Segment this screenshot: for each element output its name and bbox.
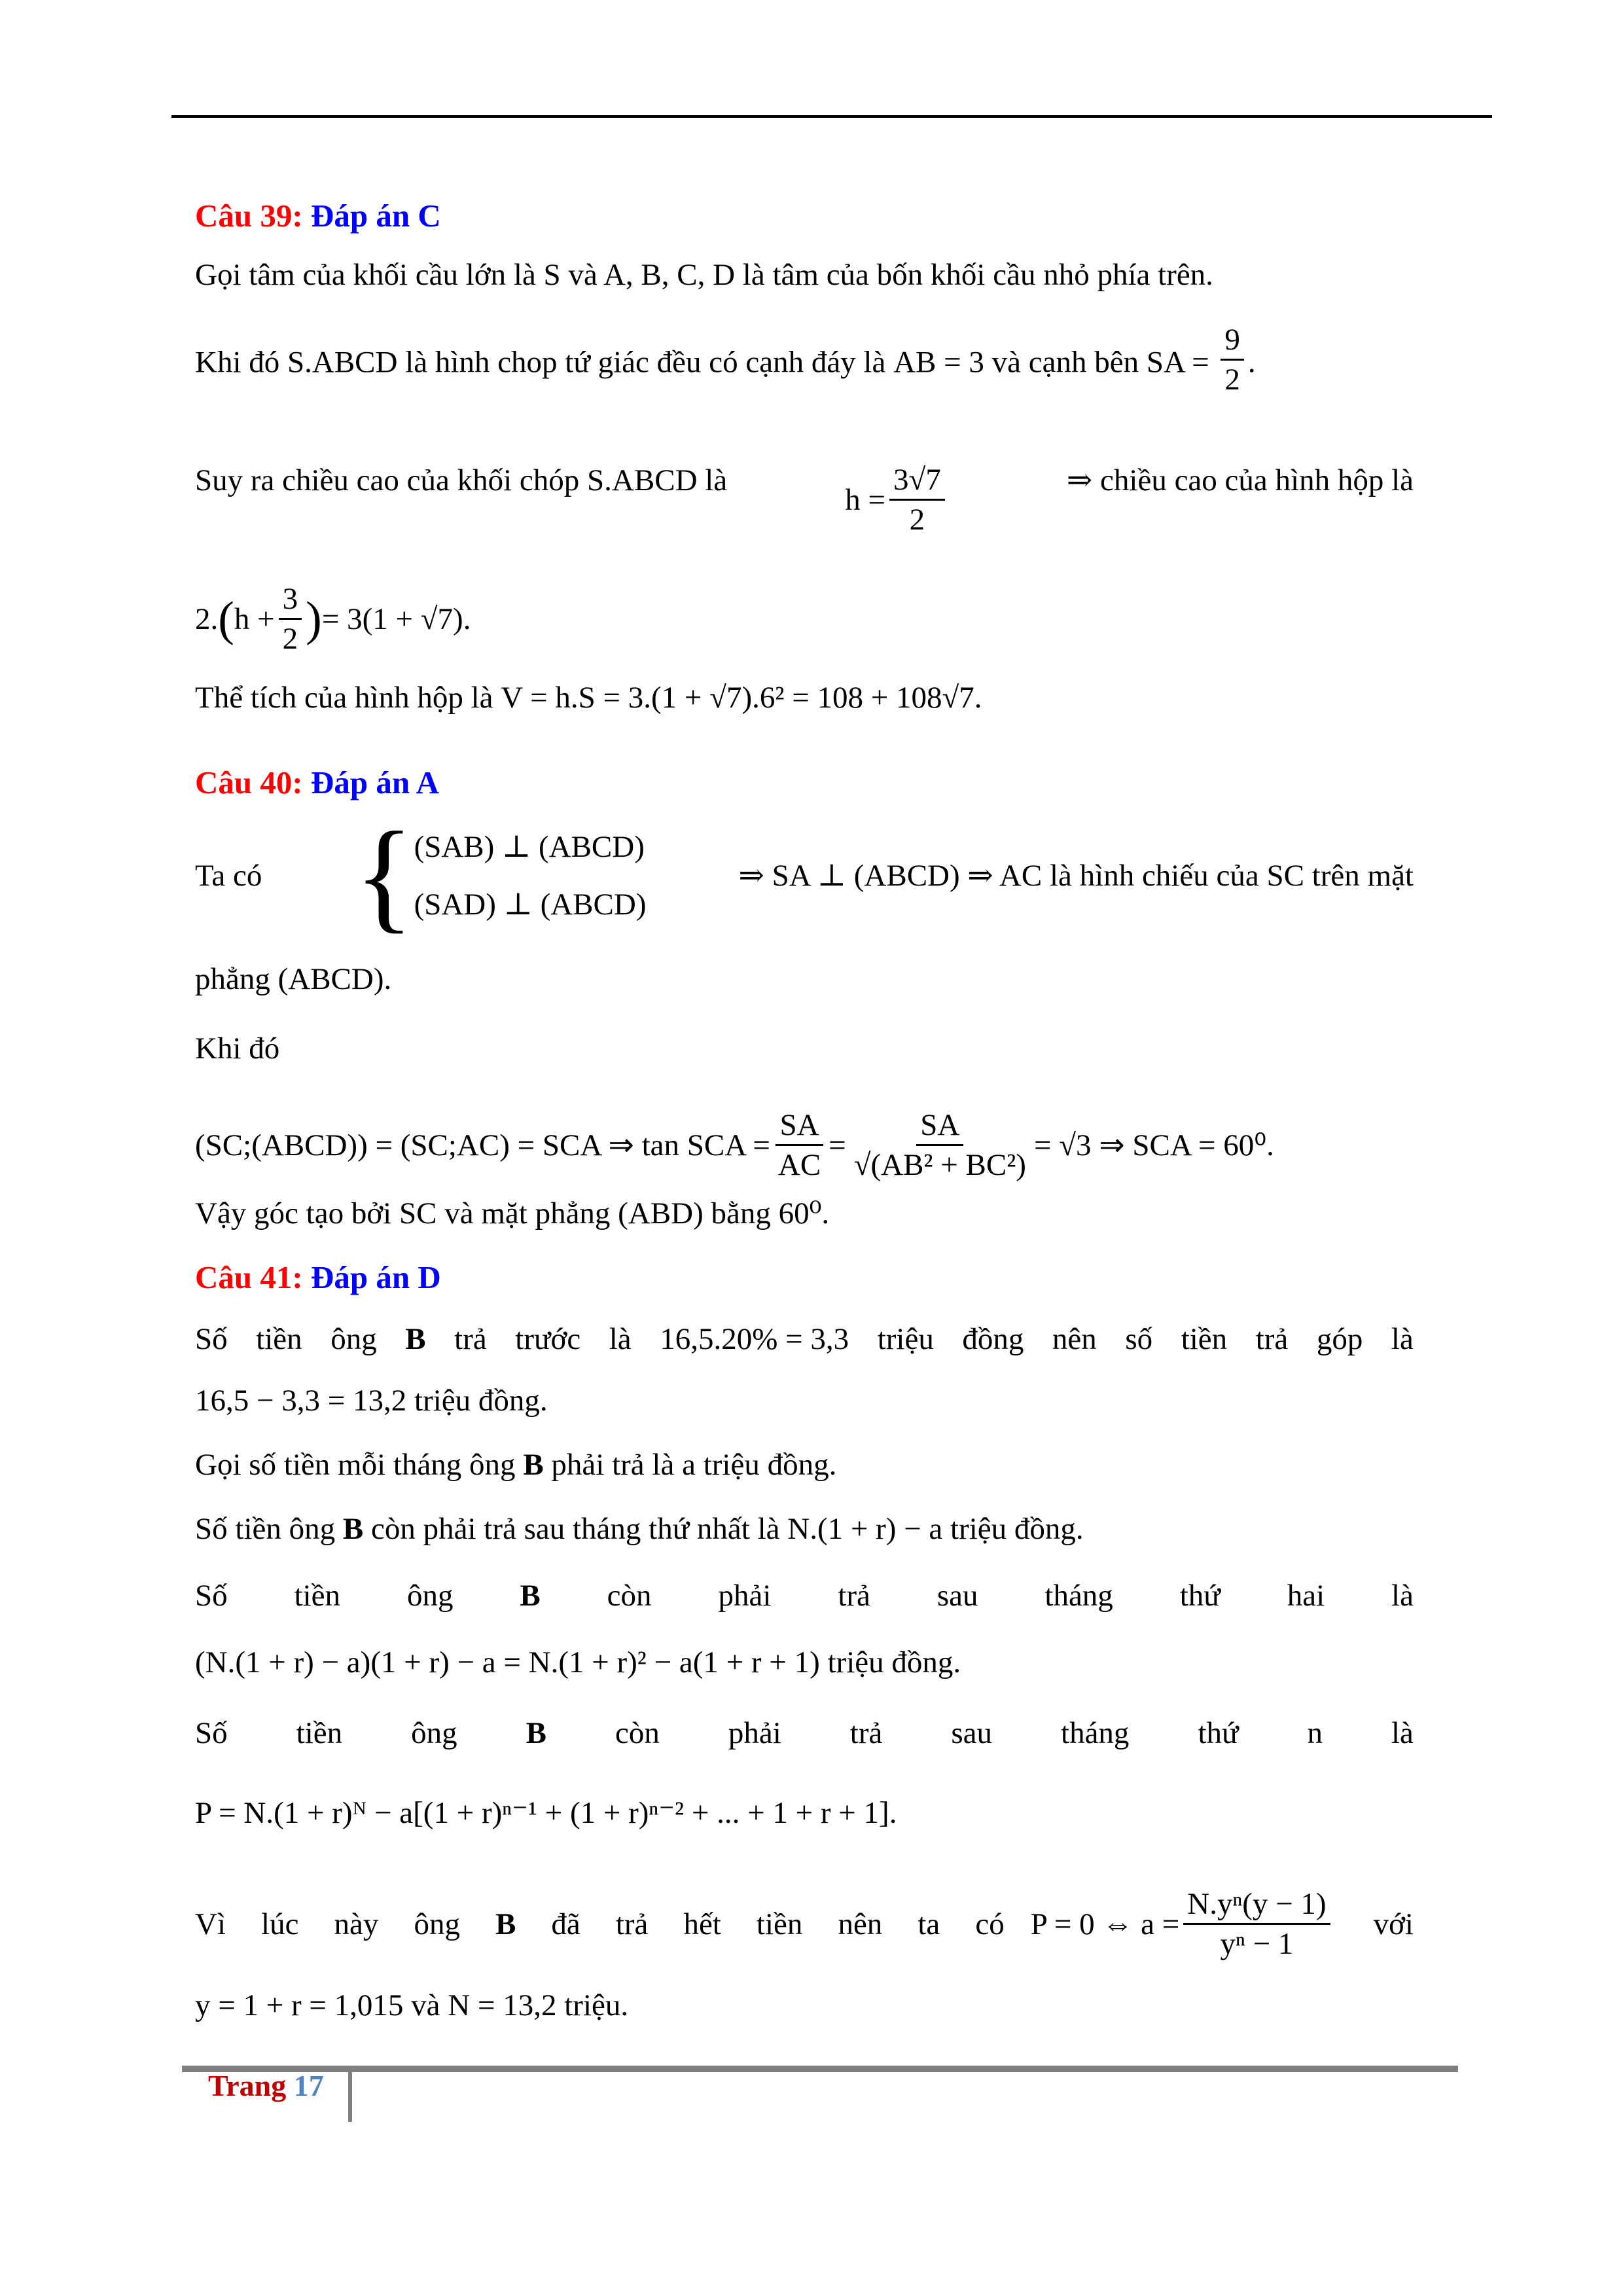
q41-l3b: B	[523, 1448, 544, 1482]
q39-h-plus: h +	[234, 601, 275, 636]
q40-sys1: (SAB) ⊥ (ABCD)	[414, 830, 645, 864]
q41-l9-w: ta	[918, 1907, 940, 1941]
q39-sa: SA =	[1146, 345, 1209, 380]
q41-l7-w: tiền	[296, 1716, 343, 1750]
header-rule	[171, 115, 1492, 118]
q41-a-num: N.yⁿ(y − 1)	[1183, 1885, 1330, 1925]
q41-l1-w: B	[405, 1322, 426, 1356]
q41-l1-w: tiền	[256, 1322, 302, 1356]
q41-l1-w: góp	[1316, 1322, 1363, 1356]
q41-l1-w: là	[1391, 1322, 1414, 1356]
q41-l7-w: B	[526, 1716, 546, 1750]
q41-answer: Đáp án D	[310, 1259, 441, 1295]
q41-l3a: Gọi số tiền mỗi tháng ông	[195, 1448, 516, 1482]
q41-l9-w: có	[975, 1907, 1005, 1941]
q40-frac2-den: √(AB² + BC²)	[853, 1148, 1026, 1182]
q39-h: h =	[845, 482, 886, 517]
q39-h-num: 3√7	[889, 461, 945, 501]
q40-frac2-num: SA	[916, 1106, 963, 1146]
footer-divider	[348, 2072, 352, 2122]
q39-line3-text: Suy ra chiều cao của khối chóp S.ABCD là	[195, 463, 728, 497]
q41-line9	[195, 1885, 1414, 1963]
q39-half-fraction	[279, 580, 302, 658]
q39-ab: AB = 3	[893, 345, 984, 380]
q40-line4	[195, 1106, 1274, 1184]
q41-l7-w: tháng	[1061, 1716, 1130, 1750]
q41-line7	[195, 1713, 1414, 1753]
q41-line2: 16,5 − 3,3 = 13,2 triệu đồng.	[195, 1384, 548, 1418]
q40-frac2	[850, 1106, 1030, 1184]
q41-line1	[195, 1319, 1414, 1359]
q41-l9-w: lúc	[261, 1907, 299, 1941]
q41-l7-w: sau	[951, 1716, 993, 1750]
q41-l5-w: B	[520, 1579, 541, 1613]
page-footer	[208, 2068, 324, 2103]
q41-l4c: còn phải trả sau tháng thứ nhất là N.(1 + r) − a triệu đồng.	[370, 1512, 1084, 1546]
page-label: Trang	[208, 2069, 287, 2102]
q41-l5-w: ông	[406, 1579, 454, 1613]
q39-line5	[195, 678, 982, 717]
q41-l9-tail: với	[1373, 1907, 1414, 1941]
q41-a-formula	[1031, 1885, 1334, 1963]
q39-number: Câu 39:	[195, 198, 303, 234]
q40-frac1	[774, 1106, 825, 1184]
page-number: 17	[293, 2069, 324, 2102]
q40-line5: Vậy góc tạo bởi SC và mặt phẳng (ABD) bằng 60⁰.	[195, 1196, 830, 1230]
q41-line10: y = 1 + r = 1,015 và N = 13,2 triệu.	[195, 1988, 629, 2022]
q41-l1-w: Số	[195, 1322, 228, 1356]
q39-line4	[195, 580, 471, 658]
q40-answer: Đáp án A	[310, 764, 440, 800]
q40-angle-result: = √3 ⇒ SCA = 60⁰.	[1033, 1128, 1274, 1162]
q41-l1-w: trả	[454, 1322, 487, 1356]
q41-l9-w: trả	[615, 1907, 649, 1941]
q41-l7-w: trả	[849, 1716, 883, 1750]
q39-volume: V = h.S = 3.(1 + √7).6² = 108 + 108√7.	[501, 681, 982, 715]
q40-brace: {	[354, 807, 414, 944]
q41-l4a: Số tiền ông	[195, 1512, 336, 1546]
q40-heading	[195, 763, 439, 802]
q40-line1-tail: ⇒ SA ⊥ (ABCD) ⇒ AC là hình chiếu của SC trên mặt	[738, 859, 1414, 893]
q41-l1-w: 16,5.20% = 3,3	[660, 1322, 849, 1356]
q39-sa-num: 9	[1221, 321, 1244, 361]
q41-l9-w: Vì	[195, 1907, 226, 1941]
q41-l5-w: tiền	[294, 1579, 341, 1613]
q41-l1-w: là	[609, 1322, 632, 1356]
q41-l5-w: hai	[1287, 1579, 1325, 1613]
q41-l5-w: sau	[936, 1579, 978, 1613]
q39-h-den: 2	[909, 503, 925, 537]
q41-l5-w: còn	[607, 1579, 652, 1613]
q41-l7-w: n	[1307, 1716, 1323, 1750]
q41-line6: (N.(1 + r) − a)(1 + r) − a = N.(1 + r)² − a(1 + r + 1) triệu đồng.	[195, 1645, 961, 1679]
q41-line4	[195, 1509, 1084, 1549]
q40-line2: phẳng (ABCD).	[195, 962, 392, 996]
footer-rule	[182, 2066, 1458, 2072]
q41-l5-w: thứ	[1179, 1579, 1221, 1613]
q39-sa-fraction	[1221, 321, 1244, 399]
q41-l4b: B	[342, 1512, 364, 1546]
q41-l9-w: đã	[551, 1907, 580, 1941]
q41-l7-w: phải	[728, 1716, 781, 1750]
q39-line5-text: Thể tích của hình hộp là	[195, 681, 493, 715]
q39-heading	[195, 196, 441, 236]
q41-l1-w: triệu	[877, 1322, 934, 1356]
q40-line1	[195, 807, 1414, 944]
q41-line3	[195, 1445, 836, 1484]
q41-l5-w: là	[1391, 1579, 1414, 1613]
q41-heading	[195, 1258, 441, 1297]
q41-l9-w: ông	[414, 1907, 460, 1941]
q41-number: Câu 41:	[195, 1259, 303, 1295]
q40-line3: Khi đó	[195, 1031, 280, 1066]
q39-two: 2.	[195, 601, 219, 636]
q40-frac1-den: AC	[777, 1148, 821, 1182]
q39-half-den: 2	[282, 622, 298, 656]
q39-box-result: = 3(1 + √7).	[321, 601, 471, 636]
q41-l7-w: là	[1391, 1716, 1414, 1750]
q39-line2-mid: và cạnh bên	[991, 345, 1139, 380]
q41-l3c: phải trả là a triệu đồng.	[551, 1448, 837, 1482]
q41-line5	[195, 1576, 1414, 1615]
q41-l1-w: nên	[1052, 1322, 1097, 1356]
q39-line2: Khi đó S.ABCD là hình chop tứ giác đều có cạnh đáy là AB = 3 và cạnh bên SA = $\frac{9}{2}$ .	[195, 326, 1256, 404]
q41-l7-w: thứ	[1198, 1716, 1239, 1750]
q40-number: Câu 40:	[195, 764, 303, 800]
q39-half-num: 3	[279, 580, 302, 620]
q41-l1-w: đồng	[962, 1322, 1024, 1356]
q40-sys2: (SAD) ⊥ (ABCD)	[414, 888, 647, 922]
q41-a-fraction	[1183, 1885, 1330, 1963]
q41-l5-w: phải	[718, 1579, 772, 1613]
q41-l1-w: trả	[1255, 1322, 1289, 1356]
q39-height	[845, 461, 949, 539]
q41-l9-w: tiền	[756, 1907, 803, 1941]
q41-l7-w: Số	[195, 1716, 228, 1750]
q41-l5-w: trả	[838, 1579, 870, 1613]
q39-line1: Gọi tâm của khối cầu lớn là S và A, B, C, D là tâm của bốn khối cầu nhỏ phía trên.	[195, 258, 1213, 292]
q41-l9-w: nên	[838, 1907, 883, 1941]
q39-line3-tail: ⇒ chiều cao của hình hộp là	[1066, 463, 1414, 497]
q40-frac1-num: SA	[776, 1106, 823, 1146]
q39-sa-den: 2	[1224, 363, 1240, 397]
q41-line8: P = N.(1 + r)ᴺ − a[(1 + r)ⁿ⁻¹ + (1 + r)ⁿ⁻² + ... + 1 + r + 1].	[195, 1796, 897, 1830]
q40-system	[354, 807, 647, 944]
q41-l9-w: hết	[683, 1907, 721, 1941]
q40-angle-text: (SC;(ABCD)) = (SC;AC) = SCA ⇒ tan SCA =	[195, 1128, 770, 1162]
q41-l5-w: Số	[195, 1579, 228, 1613]
q39-line2-text: Khi đó S.ABCD là hình chop tứ giác đều có cạnh đáy là	[195, 345, 886, 380]
q41-l9-w: này	[334, 1907, 379, 1941]
q41-a-den: yⁿ − 1	[1220, 1927, 1294, 1961]
q39-box-height: 2. ( h + $\frac{3}{2}$ ) = 3(1 + √7).	[195, 580, 471, 658]
q41-p-zero: P = 0 ⇔ a =	[1030, 1907, 1180, 1941]
q41-l9-w: B	[495, 1907, 516, 1941]
q39-h-fraction	[889, 461, 945, 539]
q40-angle-eq: (SC;(ABCD)) = (SC;AC) = SCA ⇒ tan SCA = $\frac{SA}{AC}$ = $\frac{SA}{\text{√(AB² + BC²)}}$ = √3 ⇒ SCA = 60⁰.	[195, 1106, 1274, 1184]
q41-l1-w: số	[1125, 1322, 1153, 1356]
q39-answer: Đáp án C	[310, 198, 441, 234]
q40-ta-co: Ta có	[195, 859, 262, 893]
q41-l1-w: ông	[330, 1322, 377, 1356]
q41-l7-w: ông	[411, 1716, 457, 1750]
q39-line3	[195, 461, 1414, 539]
q41-l7-w: còn	[615, 1716, 660, 1750]
q41-l1-w: trước	[515, 1322, 581, 1356]
q41-l1-w: tiền	[1181, 1322, 1228, 1356]
q41-l5-w: tháng	[1044, 1579, 1113, 1613]
